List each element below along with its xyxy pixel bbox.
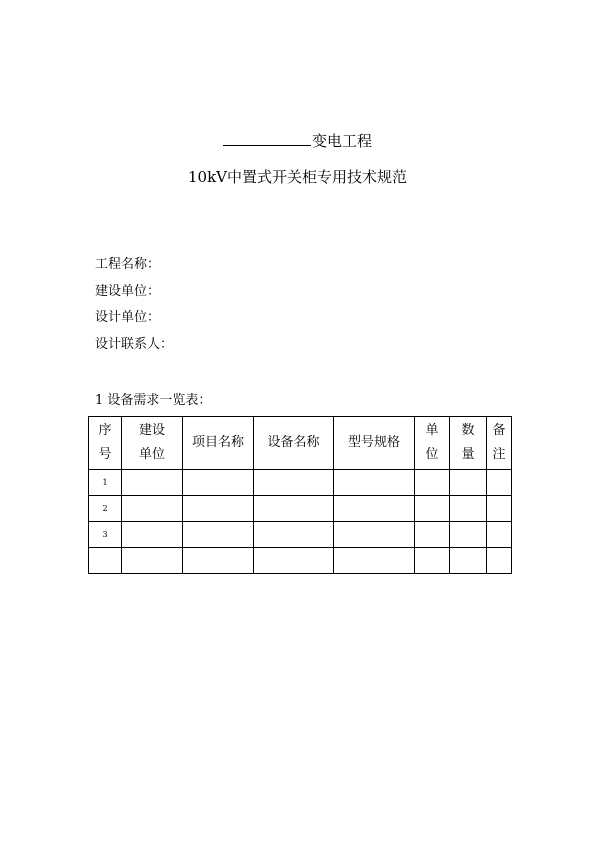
header-cell-remarks	[487, 417, 512, 470]
construction-unit-label: 建设单位：	[95, 283, 161, 299]
header-cell-unit	[415, 417, 450, 470]
table-cell	[487, 548, 512, 574]
table-cell	[334, 522, 415, 548]
design-contact-label: 设计联系人：	[95, 336, 174, 352]
header-text: 单	[425, 423, 439, 438]
table-cell	[183, 470, 254, 496]
table-cell	[450, 470, 487, 496]
table-row	[89, 496, 512, 522]
table-cell	[122, 522, 183, 548]
header-text: 单位	[138, 447, 165, 462]
header-cell-project-name: 项目名称	[183, 417, 254, 470]
table-cell	[415, 548, 450, 574]
row-number-cell: 3	[89, 522, 122, 548]
table-cell	[183, 496, 254, 522]
table-cell	[183, 522, 254, 548]
header-cell-model-spec: 型号规格	[334, 417, 415, 470]
table-cell	[122, 496, 183, 522]
table-cell	[334, 548, 415, 574]
table-cell	[450, 496, 487, 522]
header-text: 序	[98, 423, 112, 438]
project-name-blank	[223, 143, 311, 146]
project-title-suffix: 变电工程	[311, 132, 372, 150]
table-row	[89, 522, 512, 548]
table-cell	[487, 470, 512, 496]
project-title	[0, 130, 595, 151]
section-heading: 1 设备需求一览表：	[95, 393, 212, 408]
info-fields	[95, 257, 173, 363]
equipment-table	[88, 416, 512, 574]
table-cell	[183, 548, 254, 574]
header-text: 数	[461, 423, 475, 438]
table-cell	[487, 522, 512, 548]
table-cell	[254, 522, 334, 548]
header-cell-seq	[89, 417, 122, 470]
header-text: 量	[461, 447, 475, 462]
table-cell	[334, 470, 415, 496]
table-cell	[334, 496, 415, 522]
table-row	[89, 470, 512, 496]
table-cell	[415, 522, 450, 548]
header-text: 建设	[138, 423, 165, 438]
table-cell	[450, 548, 487, 574]
spec-title: 10kV中置式开关柜专用技术规范	[187, 168, 407, 186]
table-cell	[487, 496, 512, 522]
table-cell	[122, 548, 183, 574]
design-unit-label: 设计单位：	[95, 310, 161, 325]
header-text: 号	[98, 447, 112, 462]
table-cell	[254, 548, 334, 574]
table-cell	[254, 470, 334, 496]
table-cell	[450, 522, 487, 548]
row-number-cell: 1	[89, 470, 122, 496]
header-text: 备	[492, 423, 506, 438]
header-cell-equipment-name: 设备名称	[254, 417, 334, 470]
table-cell	[415, 496, 450, 522]
table-cell	[254, 496, 334, 522]
project-name-label: 工程名称：	[95, 257, 161, 272]
header-cell-construction-unit	[122, 417, 183, 470]
table-row	[89, 548, 512, 574]
table-cell	[122, 470, 183, 496]
table-header-row	[89, 417, 512, 470]
header-text: 注	[492, 447, 506, 462]
row-number-cell: 2	[89, 496, 122, 522]
header-cell-quantity	[450, 417, 487, 470]
header-text: 位	[425, 447, 439, 462]
table-cell	[415, 470, 450, 496]
row-number-cell	[89, 548, 122, 574]
